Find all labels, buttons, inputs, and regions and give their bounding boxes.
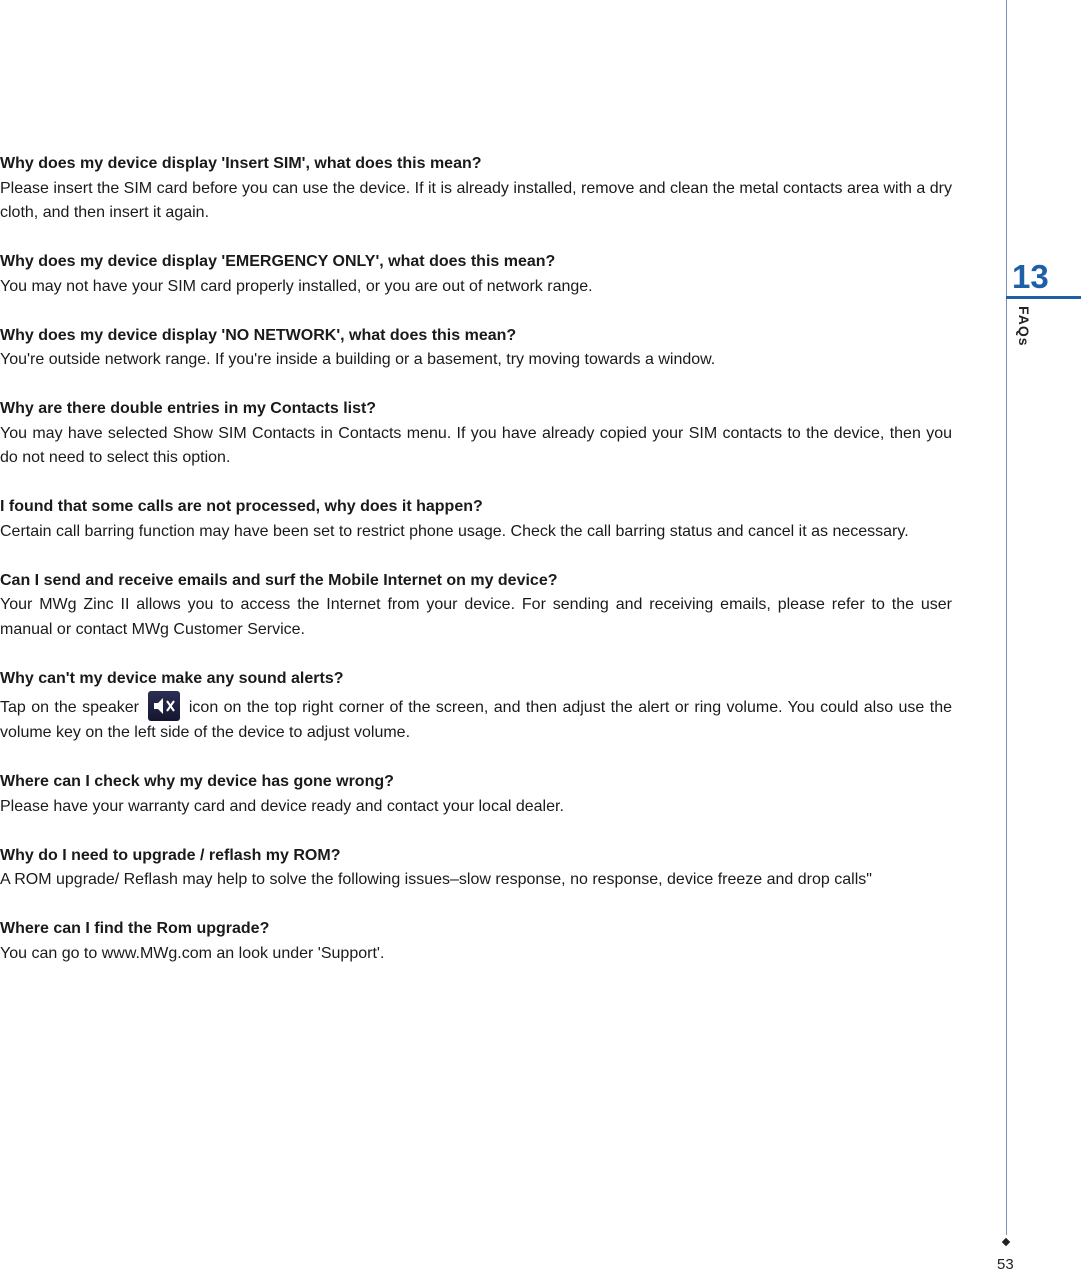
faq-question: Where can I check why my device has gone wrong? (0, 773, 394, 790)
faq-answer-text: Tap on the speaker (0, 699, 140, 716)
faq-question: Where can I find the Rom upgrade? (0, 920, 270, 937)
speaker-icon (148, 691, 180, 721)
faq-answer: You may not have your SIM card properly installed, or you are out of network range. (0, 277, 593, 295)
faq-question: Why does my device display 'NO NETWORK', what does this mean? (0, 326, 517, 344)
faq-question: Can I send and receive emails and surf the Mobile Internet on my device? (0, 571, 558, 589)
faq-question: Why do I need to upgrade / reflash my ROM? (0, 846, 341, 864)
page-number: 53 (997, 1256, 1014, 1273)
faq-answer: Please have your warranty card and device ready and contact your local dealer. (0, 797, 564, 815)
faq-item (0, 667, 952, 746)
margin-divider-line (1006, 0, 1007, 1235)
faq-item (0, 324, 952, 373)
chapter-number: 13 (1012, 258, 1049, 295)
faq-item (0, 250, 952, 299)
faq-list (0, 152, 952, 991)
diamond-bullet-icon (1002, 1238, 1010, 1246)
faq-answer-text: icon on the top right corner of the screen, and then adjust the alert or ring volume. You could also use the volume key on the left side of the device to adjust volume. (0, 699, 952, 741)
faq-answer: Your MWg Zinc II allows you to access the Internet from your device. For sending and receiving emails, please refer to the user manual or contact MWg Customer Service. (0, 596, 952, 638)
faq-answer: Certain call barring function may have been set to restrict phone usage. Check the call barring status and cancel it as necessary. (0, 522, 909, 540)
faq-answer: A ROM upgrade/ Reflash may help to solve the following issues–slow response, no response, device freeze and drop calls" (0, 871, 872, 888)
faq-item (0, 770, 952, 819)
faq-item (0, 152, 952, 226)
faq-answer: Please insert the SIM card before you can use the device. If it is already installed, remove and clean the metal contacts area with a dry cloth, and then insert it again. (0, 179, 952, 221)
faq-item (0, 569, 952, 643)
faq-answer: You may have selected Show SIM Contacts in Contacts menu. If you have already copied your SIM contacts to the device, then you do not need to select this option. (0, 424, 952, 466)
chapter-tab (1014, 306, 1032, 356)
faq-question: Why does my device display 'Insert SIM', what does this mean? (0, 155, 482, 172)
faq-item (0, 495, 952, 544)
faq-answer: You're outside network range. If you're inside a building or a basement, try moving towards a window. (0, 351, 716, 368)
faq-item (0, 917, 952, 966)
faq-item (0, 397, 952, 471)
faq-question: I found that some calls are not processed, why does it happen? (0, 498, 483, 515)
faq-question: Why can't my device make any sound alerts? (0, 669, 344, 687)
faq-item (0, 844, 952, 893)
faq-question: Why are there double entries in my Contacts list? (0, 400, 377, 417)
chapter-name: FAQs (1016, 306, 1032, 347)
faq-answer (0, 691, 952, 746)
faq-answer: You can go to www.MWg.com an look under 'Support'. (0, 944, 385, 962)
faq-question: Why does my device display 'EMERGENCY ONLY', what does this mean? (0, 253, 556, 270)
